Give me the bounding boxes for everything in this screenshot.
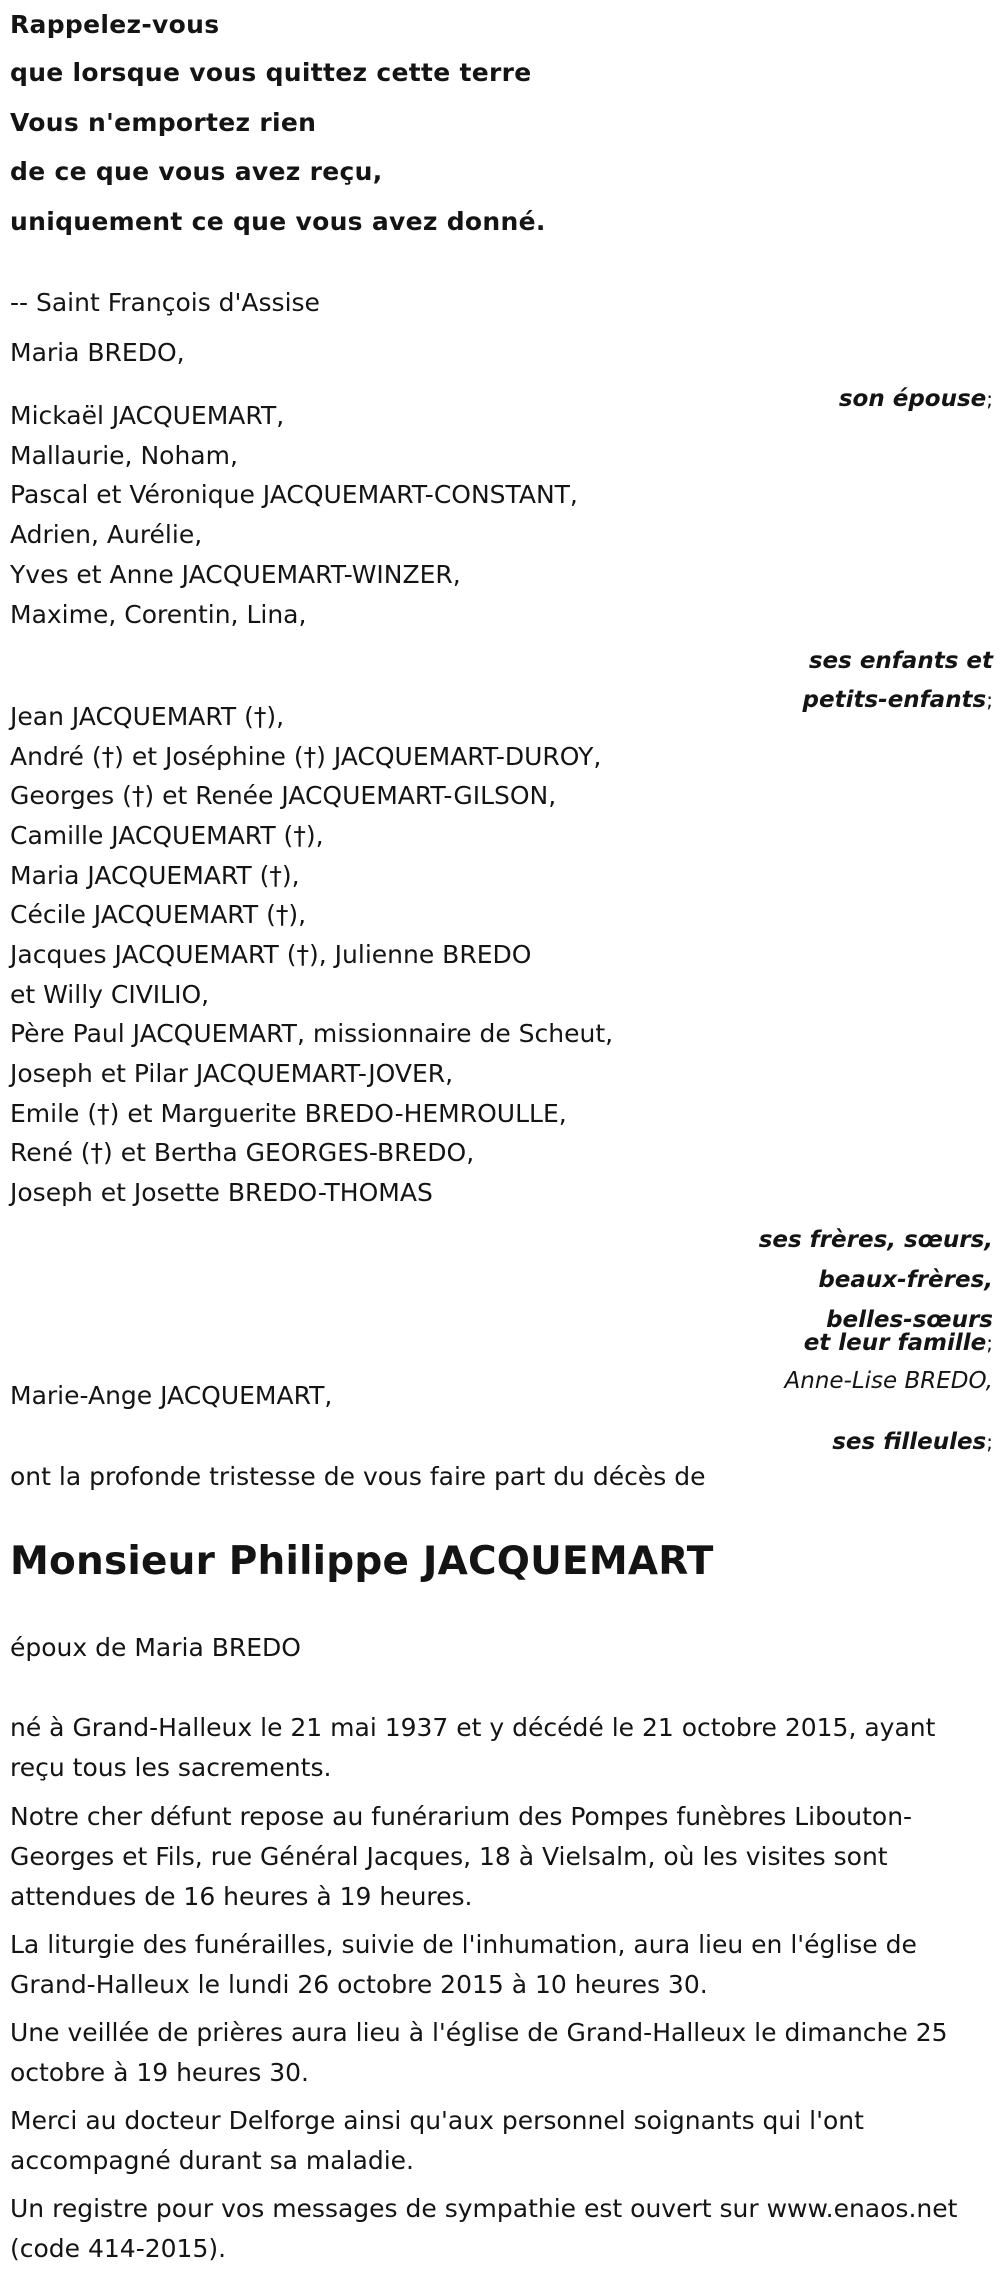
siblings-name-line: Emile (†) et Marguerite BREDO-HEMROULLE,: [10, 1099, 567, 1128]
goddaughters-role: ses filleules;: [832, 1429, 993, 1455]
siblings-role: ses frères, sœurs,: [758, 1227, 993, 1253]
siblings-name-line: Maria JACQUEMART (†),: [10, 861, 300, 890]
detail-paragraph-funerarium: Notre cher défunt repose au funérarium des Pompes funèbres Libouton-Georges et Fils, rue Général Jacques, 18 à Vielsalm, où les visites sont attendues de 16 heures à 19 heures.: [10, 1802, 913, 1911]
detail-paragraph-vigil: Une veillée de prières aura lieu à l'église de Grand-Halleux le dimanche 25 octobre à 19 heures 30.: [10, 2018, 948, 2087]
siblings-name-line: Jacques JACQUEMART (†), Julienne BREDO: [10, 940, 532, 969]
poem-attribution: -- Saint François d'Assise: [10, 288, 320, 317]
announcement-text: ont la profonde tristesse de vous faire part du décès de: [10, 1462, 706, 1491]
children-role: ses enfants et: [808, 648, 993, 674]
spouse-name: Maria BREDO,: [10, 338, 185, 367]
poem-line: Rappelez-vous: [10, 10, 220, 39]
goddaughter-name: Marie-Ange JACQUEMART,: [10, 1381, 333, 1410]
siblings-name-line: Joseph et Josette BREDO-THOMAS: [10, 1178, 433, 1207]
poem-line: de ce que vous avez reçu,: [10, 157, 383, 186]
poem-line: uniquement ce que vous avez donné.: [10, 207, 546, 236]
detail-paragraph-birth-death: né à Grand-Halleux le 21 mai 1937 et y décédé le 21 octobre 2015, ayant reçu tous les sacrements.: [10, 1713, 936, 1782]
siblings-name-line: Georges (†) et Renée JACQUEMART-GILSON,: [10, 781, 557, 810]
detail-paragraph-registry: Un registre pour vos messages de sympathie est ouvert sur www.enaos.net (code 414-2015).: [10, 2194, 958, 2263]
siblings-name-line: Camille JACQUEMART (†),: [10, 821, 324, 850]
children-name-line: Yves et Anne JACQUEMART-WINZER,: [10, 560, 461, 589]
siblings-role: et leur famille;: [803, 1330, 993, 1356]
children-name-line: Adrien, Aurélie,: [10, 520, 203, 549]
siblings-name-line: André (†) et Joséphine (†) JACQUEMART-DUROY,: [10, 742, 602, 771]
children-name-line: Mallaurie, Noham,: [10, 441, 238, 470]
detail-paragraph-thanks: Merci au docteur Delforge ainsi qu'aux personnel soignants qui l'ont accompagné durant sa maladie.: [10, 2106, 864, 2175]
poem-line: Vous n'emportez rien: [10, 108, 317, 137]
children-name-line: Mickaël JACQUEMART,: [10, 401, 285, 430]
children-role: petits-enfants;: [802, 687, 993, 713]
detail-paragraph-liturgy: La liturgie des funérailles, suivie de l'inhumation, aura lieu en l'église de Grand-Halleux le lundi 26 octobre 2015 à 10 heures 30.: [10, 1930, 917, 1999]
siblings-name-line: René (†) et Bertha GEORGES-BREDO,: [10, 1138, 475, 1167]
poem-line: que lorsque vous quittez cette terre: [10, 58, 532, 87]
goddaughter-name-right: Anne-Lise BREDO,: [784, 1368, 993, 1394]
siblings-name-line: Père Paul JACQUEMART, missionnaire de Scheut,: [10, 1019, 614, 1048]
siblings-name-line: Joseph et Pilar JACQUEMART-JOVER,: [10, 1059, 454, 1088]
siblings-role: belles-sœurs: [826, 1307, 993, 1333]
children-name-line: Maxime, Corentin, Lina,: [10, 600, 307, 629]
siblings-name-line: Cécile JACQUEMART (†),: [10, 900, 307, 929]
siblings-name-line: Jean JACQUEMART (†),: [10, 702, 285, 731]
siblings-role: beaux-frères,: [818, 1267, 993, 1293]
deceased-spouse-line: époux de Maria BREDO: [10, 1633, 301, 1662]
children-name-line: Pascal et Véronique JACQUEMART-CONSTANT,: [10, 480, 578, 509]
siblings-name-line: et Willy CIVILIO,: [10, 980, 210, 1009]
spouse-role: son épouse;: [838, 386, 993, 412]
deceased-name-title: Monsieur Philippe JACQUEMART: [10, 1539, 714, 1584]
